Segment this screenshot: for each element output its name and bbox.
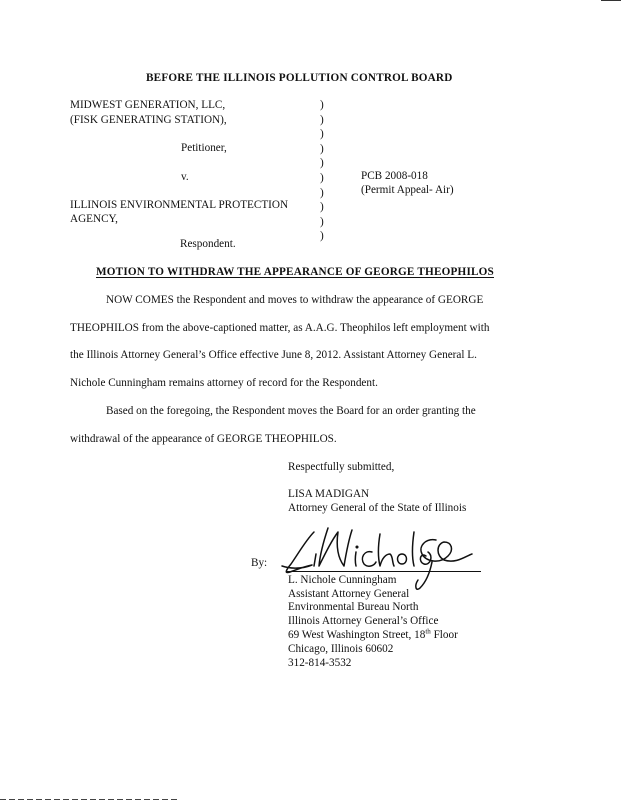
petitioner-label: Petitioner, [181, 142, 227, 154]
case-type: (Permit Appeal- Air) [361, 184, 454, 196]
signer-name: L. Nichole Cunningham [288, 574, 397, 586]
street-ordinal-suffix: th [425, 627, 431, 636]
by-label: By: [251, 557, 268, 569]
respondent-name-line1: ILLINOIS ENVIRONMENTAL PROTECTION [70, 199, 289, 211]
caption-paren: ) [320, 128, 324, 141]
versus-label: v. [181, 171, 189, 183]
attorney-general-title: Attorney General of the State of Illinois [288, 502, 467, 514]
body-paragraph1-line2: THEOPHILOS from the above-captioned matter, as A.A.G. Theophilos left employment with [70, 322, 490, 334]
body-paragraph1-line4: Nichole Cunningham remains attorney of record for the Respondent. [70, 377, 378, 389]
caption-paren: ) [320, 113, 324, 126]
board-heading: BEFORE THE ILLINOIS POLLUTION CONTROL BOARD [146, 72, 453, 84]
body-paragraph2-line1: Based on the foregoing, the Respondent moves the Board for an order granting the [106, 405, 476, 417]
bureau-name: Environmental Bureau North [288, 601, 419, 613]
closing: Respectfully submitted, [288, 461, 395, 473]
respondent-label: Respondent. [180, 238, 236, 250]
body-paragraph2-line2: withdrawal of the appearance of GEORGE THEOPHILOS. [70, 433, 337, 445]
attorney-general-name: LISA MADIGAN [288, 488, 370, 500]
caption-paren: ) [320, 171, 324, 184]
phone-number: 312-814-3532 [288, 657, 352, 669]
caption-paren: ) [320, 230, 324, 243]
case-number: PCB 2008-018 [361, 170, 428, 182]
street-address-main: 69 West Washington Street, 18 [288, 629, 426, 641]
petitioner-station: (FISK GENERATING STATION), [70, 114, 227, 126]
city-state-zip: Chicago, Illinois 60602 [288, 643, 394, 655]
petitioner-name: MIDWEST GENERATION, LLC, [70, 99, 226, 111]
respondent-name-line2: AGENCY, [70, 213, 118, 225]
caption-paren: ) [320, 142, 324, 155]
street-address-floor: Floor [430, 629, 458, 641]
caption-paren: ) [320, 201, 324, 214]
office-name: Illinois Attorney General’s Office [288, 615, 439, 627]
signer-title: Assistant Attorney General [288, 588, 410, 600]
motion-title: MOTION TO WITHDRAW THE APPEARANCE OF GEORGE THEOPHILOS [96, 266, 494, 278]
body-paragraph1-line3: the Illinois Attorney General’s Office effective June 8, 2012. Assistant Attorney General L. [70, 349, 477, 361]
caption-paren: ) [320, 186, 324, 199]
signature-line [286, 571, 481, 572]
body-paragraph1-line1: NOW COMES the Respondent and moves to withdraw the appearance of GEORGE [106, 294, 484, 306]
caption-paren: ) [320, 157, 324, 170]
street-address [288, 628, 458, 642]
scan-edge-mark [601, 0, 621, 1]
caption-paren: ) [320, 215, 324, 228]
caption-parenthesis-column [320, 98, 330, 244]
caption-paren: ) [320, 99, 324, 111]
